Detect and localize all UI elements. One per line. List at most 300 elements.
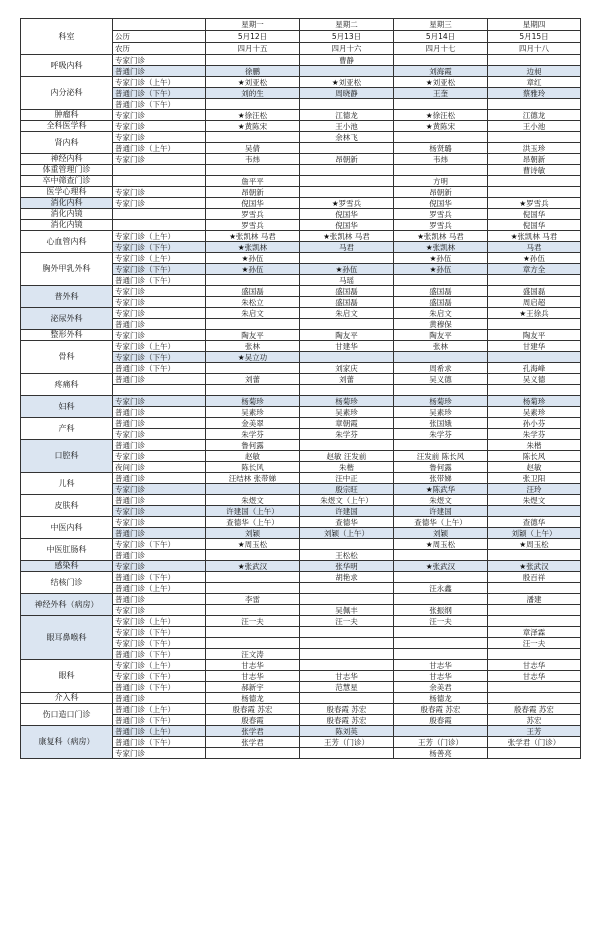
doctor-cell: 吴义德 — [394, 374, 488, 385]
doctor-cell: 刘颖（上午） — [488, 528, 581, 539]
clinic-type: 普通门诊（上午） — [113, 726, 206, 737]
doctor-cell: 甘建华 — [300, 341, 394, 352]
doctor-cell — [394, 550, 488, 561]
clinic-type: 专家门诊 — [113, 429, 206, 440]
doctor-cell: 陈刘英 — [300, 726, 394, 737]
clinic-type: 专家门诊 — [113, 121, 206, 132]
schedule-row — [21, 220, 581, 231]
doctor-cell: 孔海峰 — [488, 363, 581, 374]
clinic-type: 专家门诊（下午） — [113, 539, 206, 550]
doctor-cell: 朱启文 — [300, 308, 394, 319]
weekday-label: 星期二 — [300, 19, 394, 31]
doctor-cell: 查德华 — [488, 517, 581, 528]
department-name: 疼痛科 — [21, 374, 113, 396]
doctor-cell — [300, 187, 394, 198]
doctor-cell: ★徐汪松 — [394, 110, 488, 121]
doctor-cell: 陶友平 — [488, 330, 581, 341]
doctor-cell: 余林飞 — [300, 132, 394, 143]
doctor-cell: 吴素珍 — [206, 407, 300, 418]
doctor-cell: 倪国华 — [300, 220, 394, 231]
doctor-cell: 洪玉珍 — [488, 143, 581, 154]
doctor-cell: 江德龙 — [488, 110, 581, 121]
doctor-cell — [300, 176, 394, 187]
clinic-type: 专家门诊（上午） — [113, 341, 206, 352]
doctor-cell — [394, 726, 488, 737]
doctor-cell: 朱学芬 — [300, 429, 394, 440]
gregorian-label: 公历 — [113, 31, 206, 43]
doctor-cell — [488, 132, 581, 143]
doctor-cell: 张学君（门诊） — [488, 737, 581, 748]
doctor-cell: 汪一夫 — [206, 616, 300, 627]
doctor-cell: 徐鹏 — [206, 66, 300, 77]
doctor-cell: 王小池 — [300, 121, 394, 132]
doctor-cell — [300, 748, 394, 759]
doctor-cell: 张林 — [206, 341, 300, 352]
doctor-cell: 昂朝新 — [394, 187, 488, 198]
doctor-cell: 朱启文 — [206, 308, 300, 319]
clinic-type: 专家门诊（上午） — [113, 253, 206, 264]
weekday-label: 星期四 — [488, 19, 581, 31]
doctor-cell: 方明 — [394, 176, 488, 187]
clinic-type: 专家门诊 — [113, 132, 206, 143]
doctor-cell — [488, 616, 581, 627]
schedule-row — [21, 418, 581, 429]
doctor-cell: 韦炜 — [394, 154, 488, 165]
doctor-cell: ★张凯林 马君 — [488, 231, 581, 242]
doctor-cell: 马君 — [300, 242, 394, 253]
schedule-row — [21, 660, 581, 671]
clinic-type: 普通门诊（下午） — [113, 649, 206, 660]
doctor-cell: 杨菊珍 — [394, 396, 488, 407]
doctor-cell: 昂朝新 — [488, 154, 581, 165]
doctor-cell: 倪国华 — [488, 220, 581, 231]
doctor-cell — [394, 594, 488, 605]
doctor-cell: 倪国华 — [300, 209, 394, 220]
doctor-cell: 汪玲 — [488, 484, 581, 495]
department-name: 医学心理科 — [21, 187, 113, 198]
doctor-cell: ★张凯林 — [394, 242, 488, 253]
schedule-row — [21, 330, 581, 341]
doctor-cell: ★陈武华 — [394, 484, 488, 495]
doctor-cell: 刘颖 — [206, 528, 300, 539]
clinic-type: 专家门诊 — [113, 297, 206, 308]
clinic-type: 普通门诊 — [113, 418, 206, 429]
department-name: 眼科 — [21, 660, 113, 693]
department-name: 妇科 — [21, 396, 113, 418]
department-name: 内分泌科 — [21, 77, 113, 110]
department-name: 消化内镜 — [21, 220, 113, 231]
doctor-cell: 王小池 — [488, 121, 581, 132]
doctor-cell: 章红 — [488, 77, 581, 88]
department-name: 眼耳鼻喉科 — [21, 616, 113, 660]
doctor-cell: 许建国 — [300, 506, 394, 517]
doctor-cell: 汪结林 张带娣 — [206, 473, 300, 484]
doctor-cell — [300, 143, 394, 154]
doctor-cell: 曹静 — [300, 55, 394, 66]
doctor-cell — [394, 385, 488, 396]
doctor-cell: ★张武汉 — [206, 561, 300, 572]
doctor-cell: 殷百祥 — [488, 572, 581, 583]
clinic-type: 普通门诊 — [113, 374, 206, 385]
doctor-cell: 汪中正 — [300, 473, 394, 484]
doctor-cell: 曹诗敏 — [488, 165, 581, 176]
doctor-cell — [206, 550, 300, 561]
doctor-cell: 马君 — [488, 242, 581, 253]
clinic-type: 专家门诊（上午） — [113, 77, 206, 88]
doctor-cell — [488, 99, 581, 110]
doctor-cell — [206, 583, 300, 594]
doctor-cell: 盛国磊 — [488, 286, 581, 297]
doctor-cell: 张国娥 — [394, 418, 488, 429]
doctor-cell: 陈长风 — [488, 451, 581, 462]
department-name: 伤口造口门诊 — [21, 704, 113, 726]
doctor-cell: 张林 — [394, 341, 488, 352]
doctor-cell: 苏宏 — [488, 715, 581, 726]
doctor-cell — [300, 594, 394, 605]
doctor-cell: 陶友平 — [394, 330, 488, 341]
doctor-cell — [300, 319, 394, 330]
doctor-cell — [206, 638, 300, 649]
doctor-cell: ★周玉松 — [394, 539, 488, 550]
doctor-cell: 朱楷 — [488, 440, 581, 451]
doctor-cell: 殷春霞 苏宏 — [394, 704, 488, 715]
clinic-type — [113, 385, 206, 396]
doctor-cell: 昂朝新 — [206, 187, 300, 198]
clinic-type: 普通门诊（下午） — [113, 572, 206, 583]
clinic-type: 专家门诊 — [113, 55, 206, 66]
schedule-row — [21, 231, 581, 242]
doctor-cell: 杨德龙 — [206, 693, 300, 704]
doctor-cell — [300, 440, 394, 451]
doctor-cell — [394, 352, 488, 363]
department-name: 神经外科（病房） — [21, 594, 113, 616]
doctor-cell — [300, 385, 394, 396]
doctor-cell: 杨菊珍 — [206, 396, 300, 407]
doctor-cell: ★黄陈宋 — [206, 121, 300, 132]
department-name: 呼吸内科 — [21, 55, 113, 77]
clinic-type: 普通门诊 — [113, 693, 206, 704]
doctor-cell: ★孙伍 — [394, 264, 488, 275]
doctor-cell: 刘蕾 — [300, 374, 394, 385]
clinic-type: 普通门诊 — [113, 473, 206, 484]
schedule-row — [21, 704, 581, 715]
doctor-cell: 詹平平 — [206, 176, 300, 187]
department-name: 消化内镜 — [21, 209, 113, 220]
doctor-cell — [206, 319, 300, 330]
clinic-type: 专家门诊（下午） — [113, 352, 206, 363]
doctor-cell — [206, 55, 300, 66]
doctor-cell — [488, 55, 581, 66]
schedule-row — [21, 594, 581, 605]
doctor-cell — [488, 187, 581, 198]
doctor-cell: 朱煜文 — [488, 495, 581, 506]
doctor-cell: 陶友平 — [300, 330, 394, 341]
clinic-type: 专家门诊（上午） — [113, 616, 206, 627]
clinic-type: 专家门诊 — [113, 484, 206, 495]
doctor-cell — [394, 99, 488, 110]
doctor-cell: ★张武汉 — [488, 561, 581, 572]
clinic-type: 普通门诊（下午） — [113, 99, 206, 110]
doctor-cell — [488, 385, 581, 396]
doctor-cell — [394, 275, 488, 286]
doctor-cell — [488, 649, 581, 660]
clinic-type: 普通门诊（上午） — [113, 583, 206, 594]
doctor-cell: 张卫阳 — [488, 473, 581, 484]
clinic-type — [113, 176, 206, 187]
doctor-cell — [300, 649, 394, 660]
department-name: 介入科 — [21, 693, 113, 704]
doctor-cell: 王奎 — [394, 88, 488, 99]
doctor-cell — [394, 165, 488, 176]
doctor-cell: 章泽霖 — [488, 627, 581, 638]
doctor-cell: 查德华（上午） — [394, 517, 488, 528]
doctor-cell: 金美翠 — [206, 418, 300, 429]
clinic-type: 普通门诊 — [113, 550, 206, 561]
doctor-cell: 章朝霞 — [300, 418, 394, 429]
date-label: 5月15日 — [488, 31, 581, 43]
clinic-type: 专家门诊（下午） — [113, 264, 206, 275]
doctor-cell: 王芳（门诊） — [300, 737, 394, 748]
doctor-cell — [488, 352, 581, 363]
doctor-cell: 甘志华 — [488, 660, 581, 671]
department-name: 心血管内科 — [21, 231, 113, 253]
clinic-type: 普通门诊（下午） — [113, 715, 206, 726]
doctor-cell: ★王徐兵 — [488, 308, 581, 319]
doctor-cell: ★孙伍 — [488, 253, 581, 264]
department-name: 胸外甲乳外科 — [21, 253, 113, 286]
doctor-cell: 殷春霞 — [394, 715, 488, 726]
clinic-type: 普通门诊 — [113, 528, 206, 539]
doctor-cell: ★罗雪兵 — [488, 198, 581, 209]
schedule-row — [21, 374, 581, 385]
doctor-cell — [206, 627, 300, 638]
clinic-type: 普通门诊 — [113, 407, 206, 418]
doctor-cell: 刘海霞 — [394, 66, 488, 77]
department-name: 中医内科 — [21, 517, 113, 539]
department-name: 泌尿外科 — [21, 308, 113, 330]
doctor-cell: 刘蕾 — [206, 374, 300, 385]
doctor-cell — [488, 506, 581, 517]
doctor-cell — [206, 132, 300, 143]
clinic-type: 普通门诊（下午） — [113, 275, 206, 286]
clinic-type: 普通门诊（上午） — [113, 143, 206, 154]
department-name: 骨科 — [21, 341, 113, 374]
doctor-cell: ★孙伍 — [206, 253, 300, 264]
doctor-cell: 郝新宇 — [206, 682, 300, 693]
schedule-row — [21, 726, 581, 737]
clinic-type: 专家门诊 — [113, 396, 206, 407]
doctor-cell: 汪一夫 — [394, 616, 488, 627]
doctor-cell — [206, 605, 300, 616]
clinic-type — [113, 220, 206, 231]
doctor-cell — [300, 660, 394, 671]
schedule-row — [21, 693, 581, 704]
schedule-row — [21, 132, 581, 143]
doctor-cell: 黄穆保 — [394, 319, 488, 330]
doctor-cell: ★孙伍 — [206, 264, 300, 275]
doctor-cell: 盛国磊 — [300, 286, 394, 297]
schedule-row — [21, 253, 581, 264]
doctor-cell: 吴倩 — [206, 143, 300, 154]
doctor-cell: 韦炜 — [206, 154, 300, 165]
department-name: 肿瘤科 — [21, 110, 113, 121]
doctor-cell: ★黄陈宋 — [394, 121, 488, 132]
doctor-cell: 罗雪兵 — [206, 220, 300, 231]
clinic-type — [113, 209, 206, 220]
clinic-type: 专家门诊 — [113, 748, 206, 759]
schedule-row — [21, 55, 581, 66]
doctor-cell: 甘建华 — [488, 341, 581, 352]
lunar-date: 四月十七 — [394, 43, 488, 55]
doctor-cell: 边昶 — [488, 66, 581, 77]
doctor-cell: 盛国磊 — [206, 286, 300, 297]
doctor-cell: 昂朝新 — [300, 154, 394, 165]
doctor-cell — [206, 275, 300, 286]
doctor-cell: 刘家庆 — [300, 363, 394, 374]
department-name: 中医肛肠科 — [21, 539, 113, 561]
clinic-type: 专家门诊 — [113, 308, 206, 319]
doctor-cell: 王松松 — [300, 550, 394, 561]
doctor-cell — [488, 748, 581, 759]
doctor-cell: 汪文涛 — [206, 649, 300, 660]
clinic-type: 普通门诊（下午） — [113, 737, 206, 748]
clinic-type: 专家门诊 — [113, 561, 206, 572]
doctor-cell — [206, 572, 300, 583]
doctor-cell: 许建国（上午） — [206, 506, 300, 517]
weekday-label: 星期三 — [394, 19, 488, 31]
doctor-cell — [206, 484, 300, 495]
doctor-cell — [488, 682, 581, 693]
doctor-cell: 甘志华 — [394, 660, 488, 671]
doctor-cell: ★徐汪松 — [206, 110, 300, 121]
doctor-cell: ★吴立功 — [206, 352, 300, 363]
doctor-cell: 罗雪兵 — [394, 220, 488, 231]
clinic-type: 专家门诊 — [113, 517, 206, 528]
doctor-cell — [300, 539, 394, 550]
doctor-cell: 赵敏 — [488, 462, 581, 473]
clinic-type: 普通门诊 — [113, 319, 206, 330]
doctor-cell: 吴素珍 — [394, 407, 488, 418]
doctor-cell — [300, 627, 394, 638]
department-name: 肾内科 — [21, 132, 113, 154]
schedule-sheet — [20, 18, 581, 759]
clinic-type: 专家门诊（上午） — [113, 231, 206, 242]
clinic-type: 普通门诊 — [113, 440, 206, 451]
department-name: 全科医学科 — [21, 121, 113, 132]
doctor-cell: 张带娣 — [394, 473, 488, 484]
schedule-row — [21, 561, 581, 572]
doctor-cell: 朱楷 — [300, 462, 394, 473]
doctor-cell: 殷春霞 苏宏 — [206, 704, 300, 715]
doctor-cell: 汪一夫 — [300, 616, 394, 627]
schedule-row — [21, 440, 581, 451]
date-label: 5月13日 — [300, 31, 394, 43]
doctor-cell: 吴素珍 — [300, 407, 394, 418]
clinic-type: 普通门诊 — [113, 495, 206, 506]
doctor-cell: 江德龙 — [300, 110, 394, 121]
doctor-cell: ★周玉松 — [206, 539, 300, 550]
doctor-cell — [394, 638, 488, 649]
doctor-cell — [488, 605, 581, 616]
clinic-type: 专家门诊 — [113, 198, 206, 209]
doctor-cell: ★张武汉 — [394, 561, 488, 572]
doctor-cell: 蔡雅玲 — [488, 88, 581, 99]
doctor-cell: 殷春霞 — [206, 715, 300, 726]
clinic-type: 普通门诊（下午） — [113, 682, 206, 693]
clinic-type: 专家门诊 — [113, 187, 206, 198]
clinic-type: 专家门诊 — [113, 605, 206, 616]
schedule-row — [21, 286, 581, 297]
doctor-cell: 甘志华 — [300, 671, 394, 682]
lunar-date: 四月十六 — [300, 43, 394, 55]
doctor-cell — [300, 165, 394, 176]
department-name: 普外科 — [21, 286, 113, 308]
doctor-cell: 罗雪兵 — [206, 209, 300, 220]
schedule-row — [21, 154, 581, 165]
dept-header: 科室 — [21, 19, 113, 55]
doctor-cell: 甘志华 — [394, 671, 488, 682]
clinic-type: 专家门诊 — [113, 154, 206, 165]
schedule-row — [21, 616, 581, 627]
doctor-cell: 许建国 — [394, 506, 488, 517]
lunar-label: 农历 — [113, 43, 206, 55]
doctor-cell: 倪国华 — [394, 198, 488, 209]
department-name: 结核门诊 — [21, 572, 113, 594]
schedule-row — [21, 110, 581, 121]
schedule-row — [21, 517, 581, 528]
department-name: 神经内科 — [21, 154, 113, 165]
schedule-row — [21, 396, 581, 407]
clinic-type: 普通门诊（下午） — [113, 88, 206, 99]
doctor-cell — [206, 748, 300, 759]
doctor-cell — [488, 583, 581, 594]
doctor-cell — [394, 440, 488, 451]
doctor-cell: 倪国华 — [206, 198, 300, 209]
doctor-cell: 甘志华 — [206, 660, 300, 671]
clinic-type: 普通门诊（上午） — [113, 704, 206, 715]
lunar-date: 四月十八 — [488, 43, 581, 55]
doctor-cell: 潘建 — [488, 594, 581, 605]
doctor-cell: 汪一夫 — [488, 638, 581, 649]
doctor-cell — [488, 176, 581, 187]
department-name: 整形外科 — [21, 330, 113, 341]
doctor-cell: 赵敏 汪发前 — [300, 451, 394, 462]
doctor-cell — [488, 319, 581, 330]
clinic-type: 专家门诊 — [113, 330, 206, 341]
doctor-cell: 刘颖 — [394, 528, 488, 539]
doctor-cell: ★周玉松 — [488, 539, 581, 550]
doctor-cell: 刘颖（上午） — [300, 528, 394, 539]
doctor-cell — [394, 132, 488, 143]
doctor-cell — [394, 627, 488, 638]
doctor-cell: ★刘亚松 — [206, 77, 300, 88]
schedule-row — [21, 308, 581, 319]
doctor-cell: 倪国华 — [488, 209, 581, 220]
doctor-cell: 查德华（上午） — [206, 517, 300, 528]
schedule-row — [21, 121, 581, 132]
doctor-cell: ★张凯林 马君 — [394, 231, 488, 242]
schedule-row — [21, 209, 581, 220]
doctor-cell: 朱煜文（上午） — [300, 495, 394, 506]
clinic-type: 专家门诊（下午） — [113, 671, 206, 682]
doctor-cell: 汪永鑫 — [394, 583, 488, 594]
doctor-cell: ★孙伍 — [300, 264, 394, 275]
doctor-cell: 刘的生 — [206, 88, 300, 99]
clinic-type: 专家门诊（下午） — [113, 627, 206, 638]
doctor-cell: 盛国磊 — [300, 297, 394, 308]
doctor-cell: 朱学芬 — [394, 429, 488, 440]
schedule-body — [21, 19, 581, 759]
